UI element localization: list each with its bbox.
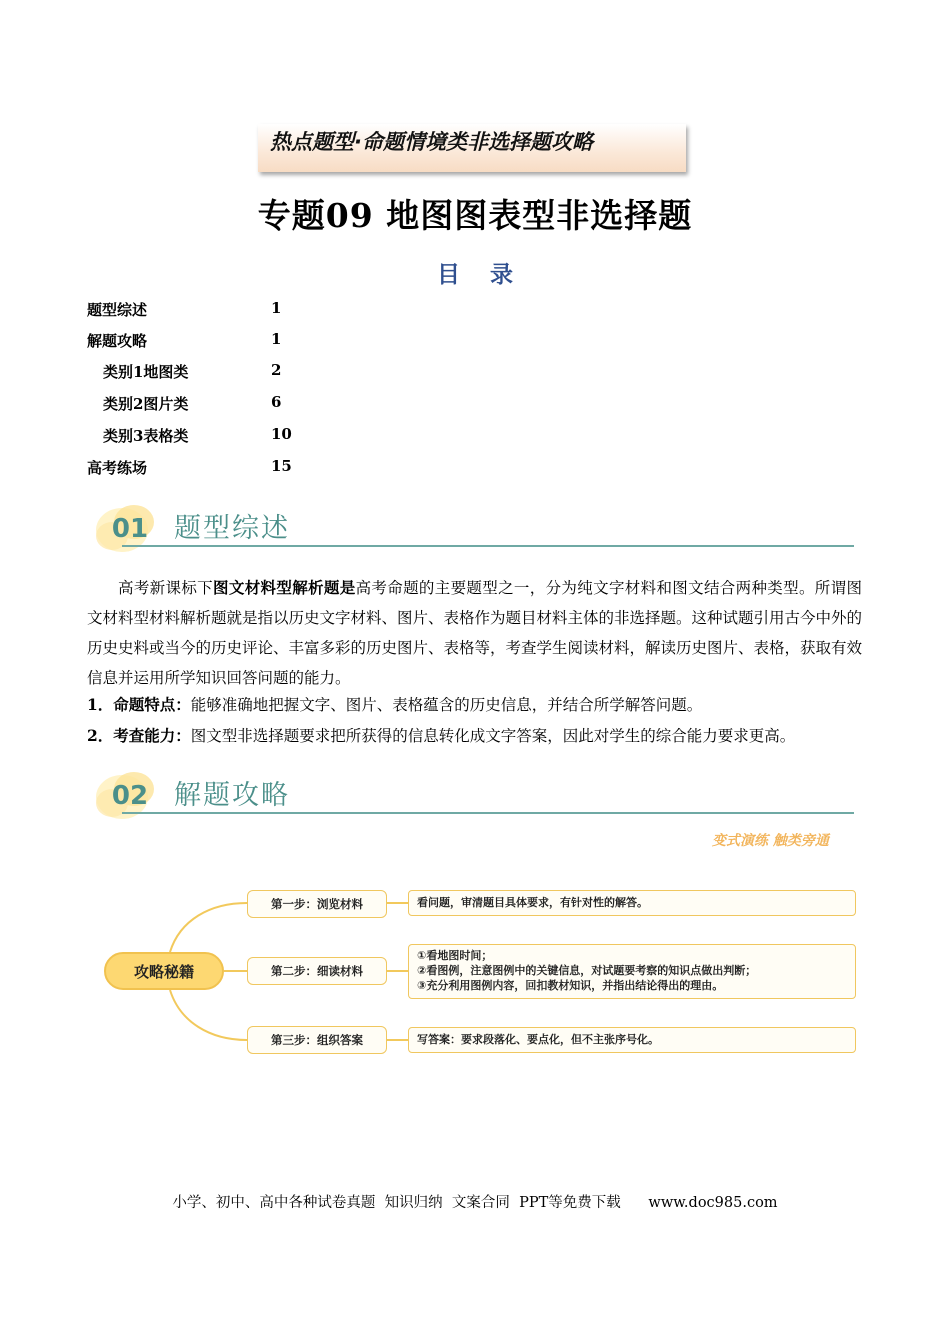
detail-line: 看问题，审清题目具体要求，有针对性的解答。 [417,896,648,909]
mindmap-step-1: 第一步：浏览材料 [247,890,387,918]
intro-bold-term: 图文材料型解析题是 [213,578,356,597]
section-number: 02 [111,781,149,811]
toc-item-page: 2 [271,361,282,379]
section-number: 01 [111,514,149,544]
intro-text: 高考新课标下 [118,579,214,597]
toc-item-label: 解题攻略 [87,332,148,350]
toc-item-label: 题型综述 [87,301,148,319]
toc-item-label: 类别3表格类 [103,427,189,445]
detail-line: ③充分利用图例内容，回扣教材知识，并指出结论得出的理由。 [417,979,724,992]
mindmap-root: 攻略秘籍 [104,952,224,990]
point-text: 能够准确地把握文字、图片、表格蕴含的历史信息，并结合所学解答问题。 [190,696,703,714]
series-banner-text: 热点题型·命题情境类非选择题攻略 [270,130,593,154]
toc-item-page: 6 [271,393,282,411]
toc-item-label: 类别1地图类 [103,363,189,381]
detail-line: ②看图例，注意图例中的关键信息，对试题要考察的知识点做出判断； [417,964,757,977]
mindmap-step-2: 第二步：细读材料 [247,957,387,985]
mindmap-step-2-detail [408,944,856,999]
toc-item-label: 高考练场 [87,459,148,477]
page-footer: 小学、初中、高中各种试卷真题 知识归纳 文案合同 PPT等免费下载 www.doc985.com [172,1195,778,1211]
intro-text-continued: 高考命题的主要题型之一，分为纯文字材料和图文结合两种类型。所谓图文材料型材料解析题就是指以历史文字材料、图片、表格作为题目材料主体的非选择题。这种试题引用古今中外的历史史料或当今的历史评论、丰富多彩的历史图片、表格等，考查学生阅读材料，解读历史图片、表格，获取有效信息并运用所学知识回答问题的能力。 [87,579,863,687]
toc-item-page: 10 [271,425,292,443]
toc-heading: 目录 [437,261,543,288]
mindmap-step-1-detail [408,890,856,916]
page-title: 专题09 地图图表型非选择题 [257,196,693,235]
section-title: 题型综述 [174,513,290,544]
point-label: 2．考查能力： [87,726,191,745]
point-label: 1．命题特点： [87,695,191,714]
detail-line: 写答案：要求段落化、要点化，但不主张序号化。 [417,1033,659,1046]
toc-item-page: 1 [271,299,282,317]
mindmap-step-3: 第三步：组织答案 [247,1026,387,1054]
point-text: 图文型非选择题要求把所获得的信息转化成文字答案，因此对学生的综合能力要求更高。 [190,727,796,745]
mindmap-step-3-detail [408,1027,856,1053]
toc-item-label: 类别2图片类 [103,395,189,413]
toc-item-page: 15 [271,457,292,475]
detail-line: ①看地图时间； [417,949,493,962]
section-title: 解题攻略 [174,780,290,811]
tagline: 变式演练 触类旁通 [712,833,829,849]
toc-item-page: 1 [271,330,282,348]
